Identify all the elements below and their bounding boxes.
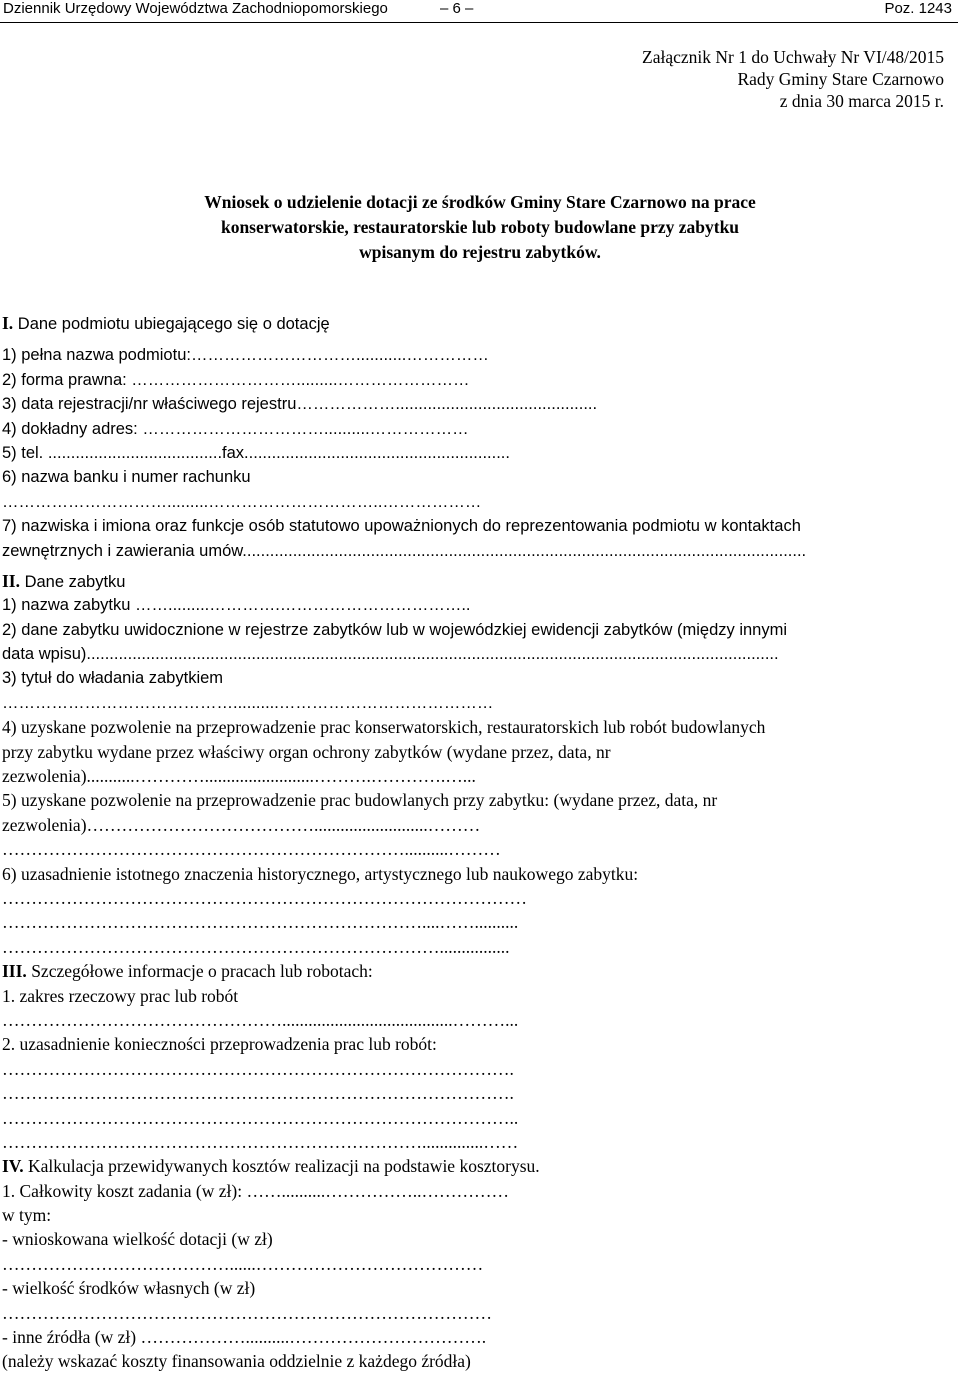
- section-3-number: III.: [2, 961, 27, 982]
- field-necessity-dots-2: …………………………………………………………………………….: [2, 1083, 514, 1104]
- field-necessity: 2. uzasadnienie konieczności przeprowadzenia prac lub robót:: [2, 1034, 437, 1055]
- field-requested-grant: - wnioskowana wielkość dotacji (w zł): [2, 1229, 273, 1250]
- field-necessity-dots-1: …………………………………………………………………………….: [2, 1058, 514, 1079]
- field-necessity-dots-4: ………………………………………………………………..............……: [2, 1131, 519, 1152]
- field-including: w tym:: [2, 1205, 52, 1226]
- section-1-title: Dane podmiotu ubiegającego się o dotację: [13, 315, 330, 333]
- field-other-sources: - inne źródła (w zł) ………………..........…………………………….: [2, 1327, 487, 1348]
- title-line-3: wpisanym do rejestru zabytków.: [359, 242, 601, 262]
- section-2-heading: [2, 569, 958, 593]
- section-4-number: IV.: [2, 1156, 24, 1177]
- field-title-dots: ……………………………………..........…………………………………: [2, 693, 494, 712]
- field-justification-dots-2: ………………………………………………………………....……..........: [2, 912, 519, 933]
- field-conservation-permit: 4) uzyskane pozwolenie na przeprowadzenie prac konserwatorskich, restauratorskich lub robót budowlanych: [2, 717, 766, 738]
- field-conservation-permit-dots: zezwolenia)...........………….........................……….………….…...: [2, 766, 476, 787]
- field-justification-dots-1: ………………………………………………………………………………: [2, 887, 527, 908]
- section-3-heading: [2, 959, 958, 983]
- field-conservation-permit-2: przy zabytku wydane przez właściwy organ ochrony zabytków (wydane przez, data, nr: [2, 741, 611, 762]
- annex-line-1: Załącznik Nr 1 do Uchwały Nr VI/48/2015: [642, 47, 944, 67]
- field-building-permit: 5) uzyskane pozwolenie na przeprowadzenie prac budowlanych przy zabytku: (wydane przez, data, nr: [2, 790, 718, 811]
- field-justification-dots-3: …………………………………………………………………................: [2, 936, 510, 957]
- annex-line-3: z dnia 30 marca 2015 r.: [779, 91, 944, 111]
- field-own-funds-dots: …………………………………………………………………………: [2, 1302, 492, 1323]
- section-1-number: I.: [2, 313, 14, 333]
- field-phone-fax: 5) tel. ......................................fax..........................................................: [2, 443, 510, 462]
- field-bank-label: 6) nazwa banku i numer rachunku: [2, 468, 251, 487]
- section-4-heading: [2, 1154, 958, 1178]
- field-legal-form: 2) forma prawna: ………………………….........……………………: [2, 370, 470, 389]
- section-1-heading: [2, 311, 958, 335]
- field-scope: 1. zakres rzeczowy prac lub robót: [2, 985, 239, 1006]
- section-4-title: Kalkulacja przewidywanych kosztów realizacji na podstawie kosztorysu.: [23, 1156, 540, 1177]
- annex-block: [642, 46, 944, 112]
- field-requested-grant-dots: …………………………………......…………………………………: [2, 1253, 484, 1274]
- field-justification: 6) uzasadnienie istotnego znaczenia historycznego, artystycznego lub naukowego zabytku:: [2, 863, 639, 884]
- field-total-cost: 1. Całkowity koszt zadania (w zł): ……..........……………..……………: [2, 1180, 509, 1201]
- field-title-label: 3) tytuł do władania zabytkiem: [2, 669, 224, 688]
- field-bank-dots: ………………………….........…………………………..………………: [2, 492, 482, 511]
- journal-header: [0, 0, 958, 23]
- field-building-permit-dots: zezwolenia)…………………………………..........................………: [2, 814, 481, 835]
- field-building-permit-dots-2: ……………………………………………………………..........………: [2, 839, 501, 860]
- field-registration: 3) data rejestracji/nr właściwego rejestru………………............................................: [2, 395, 598, 414]
- annex-line-2: Rady Gminy Stare Czarnowo: [737, 69, 944, 89]
- page-number: – 6 –: [440, 0, 474, 17]
- title-line-2: konserwatorskie, restauratorskie lub roboty budowlane przy zabytku: [220, 217, 740, 237]
- journal-name: Dziennik Urzędowy Województwa Zachodniopomorskiego: [3, 0, 388, 17]
- field-full-name: 1) pełna nazwa podmiotu:…………………………...........……………: [2, 346, 489, 365]
- field-register-data-dots: data wpisu).......................................................................................................................................................: [2, 645, 779, 664]
- field-representatives: 7) nazwiska i imiona oraz funkcje osób statutowo upoważnionych do reprezentowania podmiotu w kontaktach: [2, 517, 801, 536]
- field-sources-note: (należy wskazać koszty finansowania oddzielnie z każdego źródła): [2, 1351, 471, 1372]
- field-own-funds: - wielkość środków własnych (w zł): [2, 1278, 256, 1299]
- field-register-data: 2) dane zabytku uwidocznione w rejestrze zabytków lub w wojewódzkiej ewidencji zabytków (między innymi: [2, 620, 788, 639]
- document-title: [0, 190, 960, 265]
- section-3-title: Szczegółowe informacje o pracach lub robotach:: [26, 961, 373, 982]
- section-2-number: II.: [2, 570, 20, 591]
- field-necessity-dots-3: ……………………………………………………………………………..: [2, 1107, 519, 1128]
- section-2-title: Dane zabytku: [20, 572, 126, 591]
- field-address: 4) dokładny adres: ……………………………..........………………: [2, 419, 469, 438]
- field-monument-name: 1) nazwa zabytku …….........………….……………………………..: [2, 596, 471, 615]
- form-body: [2, 311, 958, 1374]
- position-number: Poz. 1243: [884, 0, 952, 17]
- title-line-1: Wniosek o udzielenie dotacji ze środków Gminy Stare Czarnowo na prace: [204, 192, 756, 212]
- field-scope-dots: ………………………………………….......................................………...: [2, 1009, 519, 1030]
- field-representatives-dots: zewnętrznych i zawierania umów...........................................................................................................................: [2, 541, 807, 560]
